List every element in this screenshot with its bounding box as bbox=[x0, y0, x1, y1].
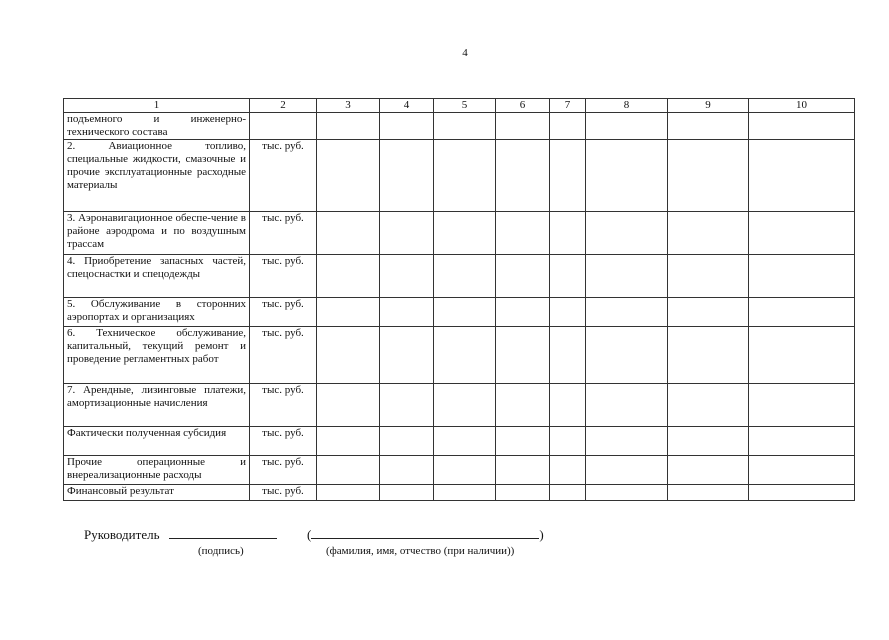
empty-cell bbox=[496, 327, 550, 384]
empty-cell bbox=[586, 327, 668, 384]
table-row bbox=[64, 384, 855, 427]
empty-cell bbox=[434, 427, 496, 456]
row-label: 5. Обслуживание в сторонних аэропортах и организациях bbox=[64, 298, 250, 327]
empty-cell bbox=[317, 212, 380, 255]
empty-cell bbox=[317, 485, 380, 501]
empty-cell bbox=[586, 485, 668, 501]
empty-cell bbox=[434, 212, 496, 255]
empty-cell bbox=[586, 456, 668, 485]
empty-cell bbox=[434, 113, 496, 140]
empty-cell bbox=[496, 427, 550, 456]
empty-cell bbox=[380, 456, 434, 485]
page-number: 4 bbox=[462, 47, 468, 59]
column-header: 8 bbox=[586, 99, 668, 113]
empty-cell bbox=[317, 427, 380, 456]
empty-cell bbox=[668, 113, 749, 140]
column-header: 4 bbox=[380, 99, 434, 113]
row-unit: тыс. руб. bbox=[250, 255, 317, 298]
empty-cell bbox=[434, 327, 496, 384]
empty-cell bbox=[668, 298, 749, 327]
empty-cell bbox=[317, 255, 380, 298]
row-unit bbox=[250, 113, 317, 140]
empty-cell bbox=[749, 485, 855, 501]
empty-cell bbox=[749, 255, 855, 298]
empty-cell bbox=[496, 212, 550, 255]
table-row bbox=[64, 456, 855, 485]
empty-cell bbox=[496, 113, 550, 140]
column-header: 3 bbox=[317, 99, 380, 113]
row-label: подъемного и инженерно-технического состава bbox=[64, 113, 250, 140]
name-close-paren: ) bbox=[539, 527, 544, 542]
empty-cell bbox=[380, 298, 434, 327]
empty-cell bbox=[749, 113, 855, 140]
row-label: 7. Арендные, лизинговые платежи, амортизационные начисления bbox=[64, 384, 250, 427]
column-header: 5 bbox=[434, 99, 496, 113]
row-unit: тыс. руб. bbox=[250, 298, 317, 327]
empty-cell bbox=[380, 113, 434, 140]
report-table bbox=[63, 98, 855, 501]
row-unit: тыс. руб. bbox=[250, 485, 317, 501]
signature-block bbox=[84, 527, 544, 543]
table-row bbox=[64, 327, 855, 384]
empty-cell bbox=[550, 485, 586, 501]
table-row bbox=[64, 485, 855, 501]
empty-cell bbox=[496, 456, 550, 485]
empty-cell bbox=[749, 384, 855, 427]
empty-cell bbox=[317, 113, 380, 140]
empty-cell bbox=[434, 255, 496, 298]
empty-cell bbox=[586, 140, 668, 212]
empty-cell bbox=[586, 113, 668, 140]
table-row bbox=[64, 427, 855, 456]
empty-cell bbox=[496, 485, 550, 501]
row-unit: тыс. руб. bbox=[250, 140, 317, 212]
row-unit: тыс. руб. bbox=[250, 427, 317, 456]
empty-cell bbox=[550, 327, 586, 384]
empty-cell bbox=[749, 212, 855, 255]
row-label: Прочие операционные и внереализационные расходы bbox=[64, 456, 250, 485]
empty-cell bbox=[749, 327, 855, 384]
empty-cell bbox=[434, 456, 496, 485]
name-caption: (фамилия, имя, отчество (при наличии)) bbox=[326, 545, 515, 557]
empty-cell bbox=[550, 255, 586, 298]
empty-cell bbox=[749, 298, 855, 327]
empty-cell bbox=[668, 485, 749, 501]
column-header: 9 bbox=[668, 99, 749, 113]
empty-cell bbox=[550, 298, 586, 327]
empty-cell bbox=[668, 456, 749, 485]
name-open-paren: ( bbox=[307, 527, 312, 542]
row-label: 3. Аэронавигационное обеспе-чение в районе аэродрома и по воздушным трассам bbox=[64, 212, 250, 255]
empty-cell bbox=[434, 298, 496, 327]
empty-cell bbox=[749, 427, 855, 456]
signature-caption: (подпись) bbox=[198, 545, 244, 557]
empty-cell bbox=[317, 298, 380, 327]
empty-cell bbox=[380, 384, 434, 427]
empty-cell bbox=[586, 298, 668, 327]
row-label: Финансовый результат bbox=[64, 485, 250, 501]
header-row bbox=[64, 99, 855, 113]
empty-cell bbox=[550, 456, 586, 485]
empty-cell bbox=[317, 140, 380, 212]
empty-cell bbox=[749, 456, 855, 485]
row-unit: тыс. руб. bbox=[250, 456, 317, 485]
table-row bbox=[64, 298, 855, 327]
empty-cell bbox=[496, 255, 550, 298]
empty-cell bbox=[550, 427, 586, 456]
empty-cell bbox=[668, 255, 749, 298]
empty-cell bbox=[550, 384, 586, 427]
empty-cell bbox=[668, 212, 749, 255]
name-line bbox=[311, 538, 539, 539]
row-unit: тыс. руб. bbox=[250, 212, 317, 255]
column-header: 7 bbox=[550, 99, 586, 113]
empty-cell bbox=[586, 384, 668, 427]
empty-cell bbox=[380, 212, 434, 255]
empty-cell bbox=[380, 427, 434, 456]
empty-cell bbox=[668, 427, 749, 456]
row-unit: тыс. руб. bbox=[250, 384, 317, 427]
table-row bbox=[64, 113, 855, 140]
column-header: 2 bbox=[250, 99, 317, 113]
empty-cell bbox=[586, 212, 668, 255]
empty-cell bbox=[496, 140, 550, 212]
row-label: 2. Авиационное топливо, специальные жидкости, смазочные и прочие эксплуатационные расходные материалы bbox=[64, 140, 250, 212]
empty-cell bbox=[434, 485, 496, 501]
row-label: 4. Приобретение запасных частей, спецоснастки и спецодежды bbox=[64, 255, 250, 298]
empty-cell bbox=[496, 298, 550, 327]
empty-cell bbox=[550, 113, 586, 140]
row-label: 6. Техническое обслуживание, капитальный, текущий ремонт и проведение регламентных работ bbox=[64, 327, 250, 384]
empty-cell bbox=[668, 327, 749, 384]
empty-cell bbox=[668, 384, 749, 427]
signature-line bbox=[169, 538, 277, 539]
empty-cell bbox=[380, 485, 434, 501]
row-label: Фактически полученная субсидия bbox=[64, 427, 250, 456]
empty-cell bbox=[434, 140, 496, 212]
empty-cell bbox=[586, 255, 668, 298]
table-row bbox=[64, 255, 855, 298]
table-row bbox=[64, 212, 855, 255]
table-row bbox=[64, 140, 855, 212]
empty-cell bbox=[550, 212, 586, 255]
row-unit: тыс. руб. bbox=[250, 327, 317, 384]
empty-cell bbox=[317, 384, 380, 427]
empty-cell bbox=[380, 255, 434, 298]
column-header: 10 bbox=[749, 99, 855, 113]
empty-cell bbox=[550, 140, 586, 212]
signature-title: Руководитель bbox=[84, 527, 160, 542]
empty-cell bbox=[496, 384, 550, 427]
empty-cell bbox=[586, 427, 668, 456]
empty-cell bbox=[749, 140, 855, 212]
empty-cell bbox=[317, 456, 380, 485]
column-header: 1 bbox=[64, 99, 250, 113]
empty-cell bbox=[380, 140, 434, 212]
empty-cell bbox=[380, 327, 434, 384]
empty-cell bbox=[317, 327, 380, 384]
column-header: 6 bbox=[496, 99, 550, 113]
empty-cell bbox=[434, 384, 496, 427]
empty-cell bbox=[668, 140, 749, 212]
